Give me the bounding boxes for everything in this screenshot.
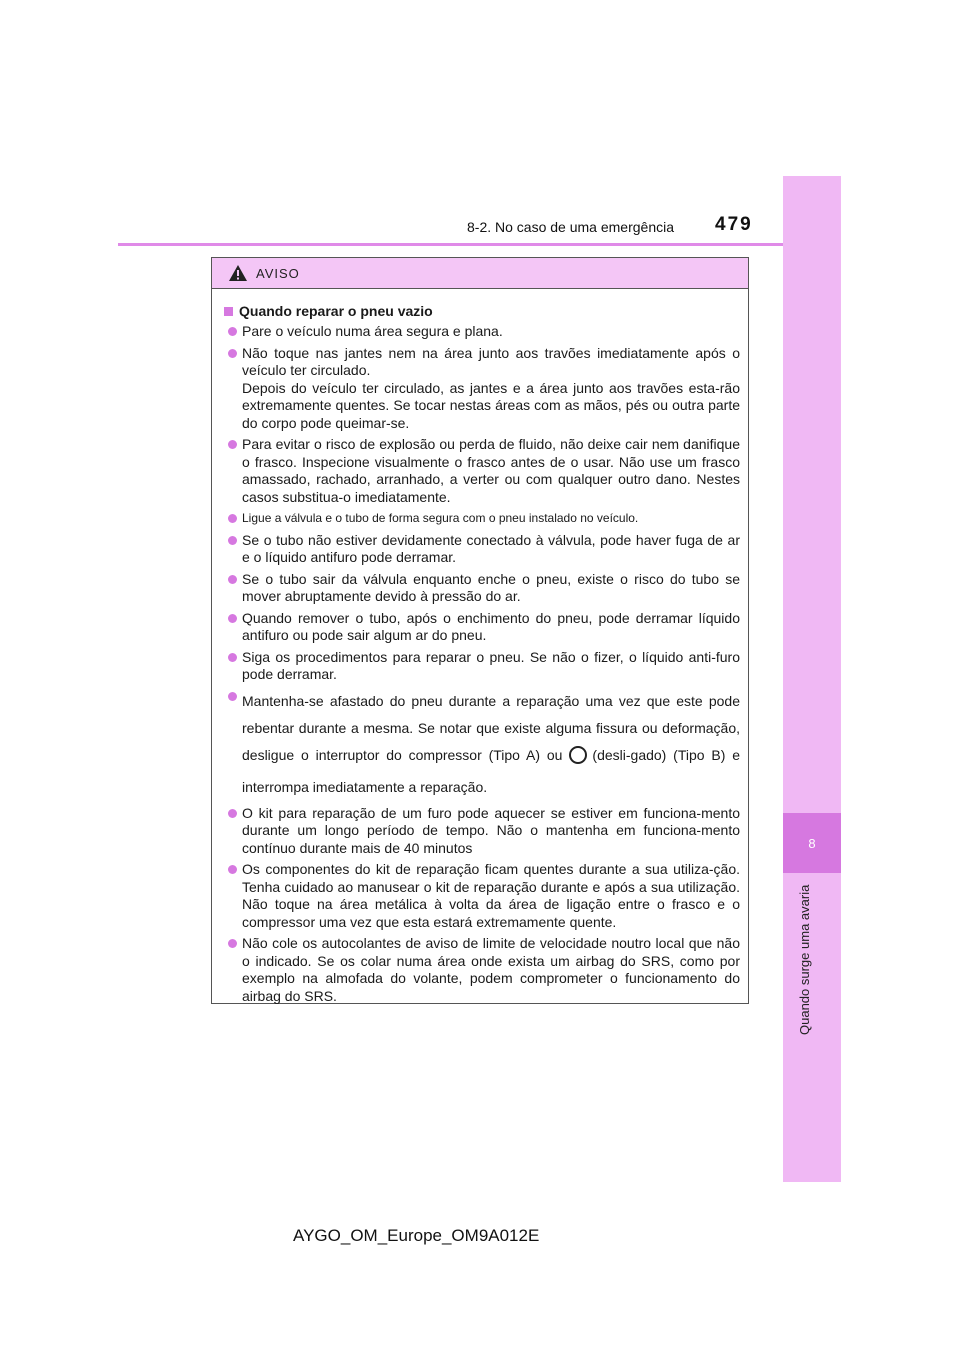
list-item <box>224 688 740 801</box>
item-text: Não cole os autocolantes de aviso de limite de velocidade noutro local que não o indicado. Se os colar numa área onde exista um airbag do SRS, como por exemplo na almofada do volante, podem comprometer o funcionamento do airbag do SRS. <box>242 935 740 1004</box>
item-text: Para evitar o risco de explosão ou perda de fluido, não deixe cair nem danifique o frasco. Inspecione visualmente o frasco antes de o usar. Não use um frasco amassado, rachado, arranhado, a verter ou com qualquer outro dano. Nestes casos substitua-o imediatamente. <box>242 436 740 505</box>
page-number: 479 <box>715 214 753 235</box>
item-text: O kit para reparação de um furo pode aquecer se estiver em funciona-mento durante um longo período de tempo. Não o mantenha em funciona-mento contínuo durante mais de 40 minutos <box>242 804 740 856</box>
bullet-icon <box>228 653 237 662</box>
warning-label: AVISO <box>256 265 300 281</box>
section-heading: 8-2. No caso de uma emergência <box>467 219 674 235</box>
list-item <box>224 323 740 341</box>
item-text: Siga os procedimentos para reparar o pneu. Se não o fizer, o líquido anti-furo pode derramar. <box>242 648 740 682</box>
bullet-icon <box>228 440 237 449</box>
list-item <box>224 805 740 858</box>
square-bullet-icon <box>224 307 233 316</box>
item-text-continued: Depois do veículo ter circulado, as jantes e a área junto aos travões esta-rão extremamente quentes. Se tocar nestas áreas com as mãos, pés ou outra parte do corpo pode queimar-se. <box>242 379 740 431</box>
header-divider <box>118 243 783 246</box>
bullet-icon <box>228 939 237 948</box>
section-title-text: Quando reparar o pneu vazio <box>239 303 433 319</box>
warning-triangle-icon <box>228 264 248 282</box>
list-item <box>224 345 740 433</box>
chapter-title: Quando surge uma avaria <box>797 885 812 1036</box>
item-text-after-icon: (desli-gado) (Tipo B) e interrompa imediatamente a reparação. <box>242 746 740 795</box>
list-item <box>224 510 740 528</box>
item-text: Ligue a válvula e o tubo de forma segura com o pneu instalado no veículo. <box>242 511 639 525</box>
compressor-off-switch-icon <box>568 745 588 774</box>
bullet-icon <box>228 865 237 874</box>
bullet-icon <box>228 349 237 358</box>
section-title <box>224 303 740 319</box>
item-text: Pare o veículo numa área segura e plana. <box>242 323 503 339</box>
list-item <box>224 649 740 684</box>
list-item <box>224 861 740 931</box>
warning-body <box>212 289 748 1005</box>
list-item <box>224 610 740 645</box>
bullet-icon <box>228 327 237 336</box>
bullet-icon <box>228 614 237 623</box>
bullet-icon <box>228 514 237 523</box>
item-text: Não toque nas jantes nem na área junto aos travões imediatamente após o veículo ter circulado. <box>242 344 740 378</box>
warning-header <box>212 258 748 289</box>
bullet-icon <box>228 809 237 818</box>
chapter-number: 8 <box>783 813 841 873</box>
bullet-icon <box>228 692 237 701</box>
item-text: Se o tubo não estiver devidamente conectado à válvula, pode haver fuga de ar e o líquido antifuro pode derramar. <box>242 531 740 565</box>
bullet-icon <box>228 575 237 584</box>
list-item <box>224 532 740 567</box>
item-text: Os componentes do kit de reparação ficam quentes durante a sua utiliza-ção. Tenha cuidado ao manusear o kit de reparação durante e após a sua utilização. Não toque na área metálica à volta da área de ligação entre o frasco e o compressor uma vez que esta estará extremamente quente. <box>242 861 740 930</box>
item-text-before-icon: Mantenha-se afastado do pneu durante a reparação uma vez que este pode rebentar durante a mesma. Se notar que existe alguma fissura ou deformação, desligue o interruptor do compressor (Tipo A) ou <box>242 692 740 763</box>
document-code: AYGO_OM_Europe_OM9A012E <box>293 1226 540 1245</box>
item-text: Quando remover o tubo, após o enchimento do pneu, pode derramar líquido antifuro ou pode sair algum ar do pneu. <box>242 609 740 643</box>
item-text: Se o tubo sair da válvula enquanto enche o pneu, existe o risco do tubo se mover abruptamente devido à pressão do ar. <box>242 570 740 604</box>
bullet-icon <box>228 536 237 545</box>
list-item <box>224 571 740 606</box>
list-item <box>224 935 740 1005</box>
item-text <box>242 688 740 801</box>
warning-box <box>211 257 749 1004</box>
list-item <box>224 436 740 506</box>
